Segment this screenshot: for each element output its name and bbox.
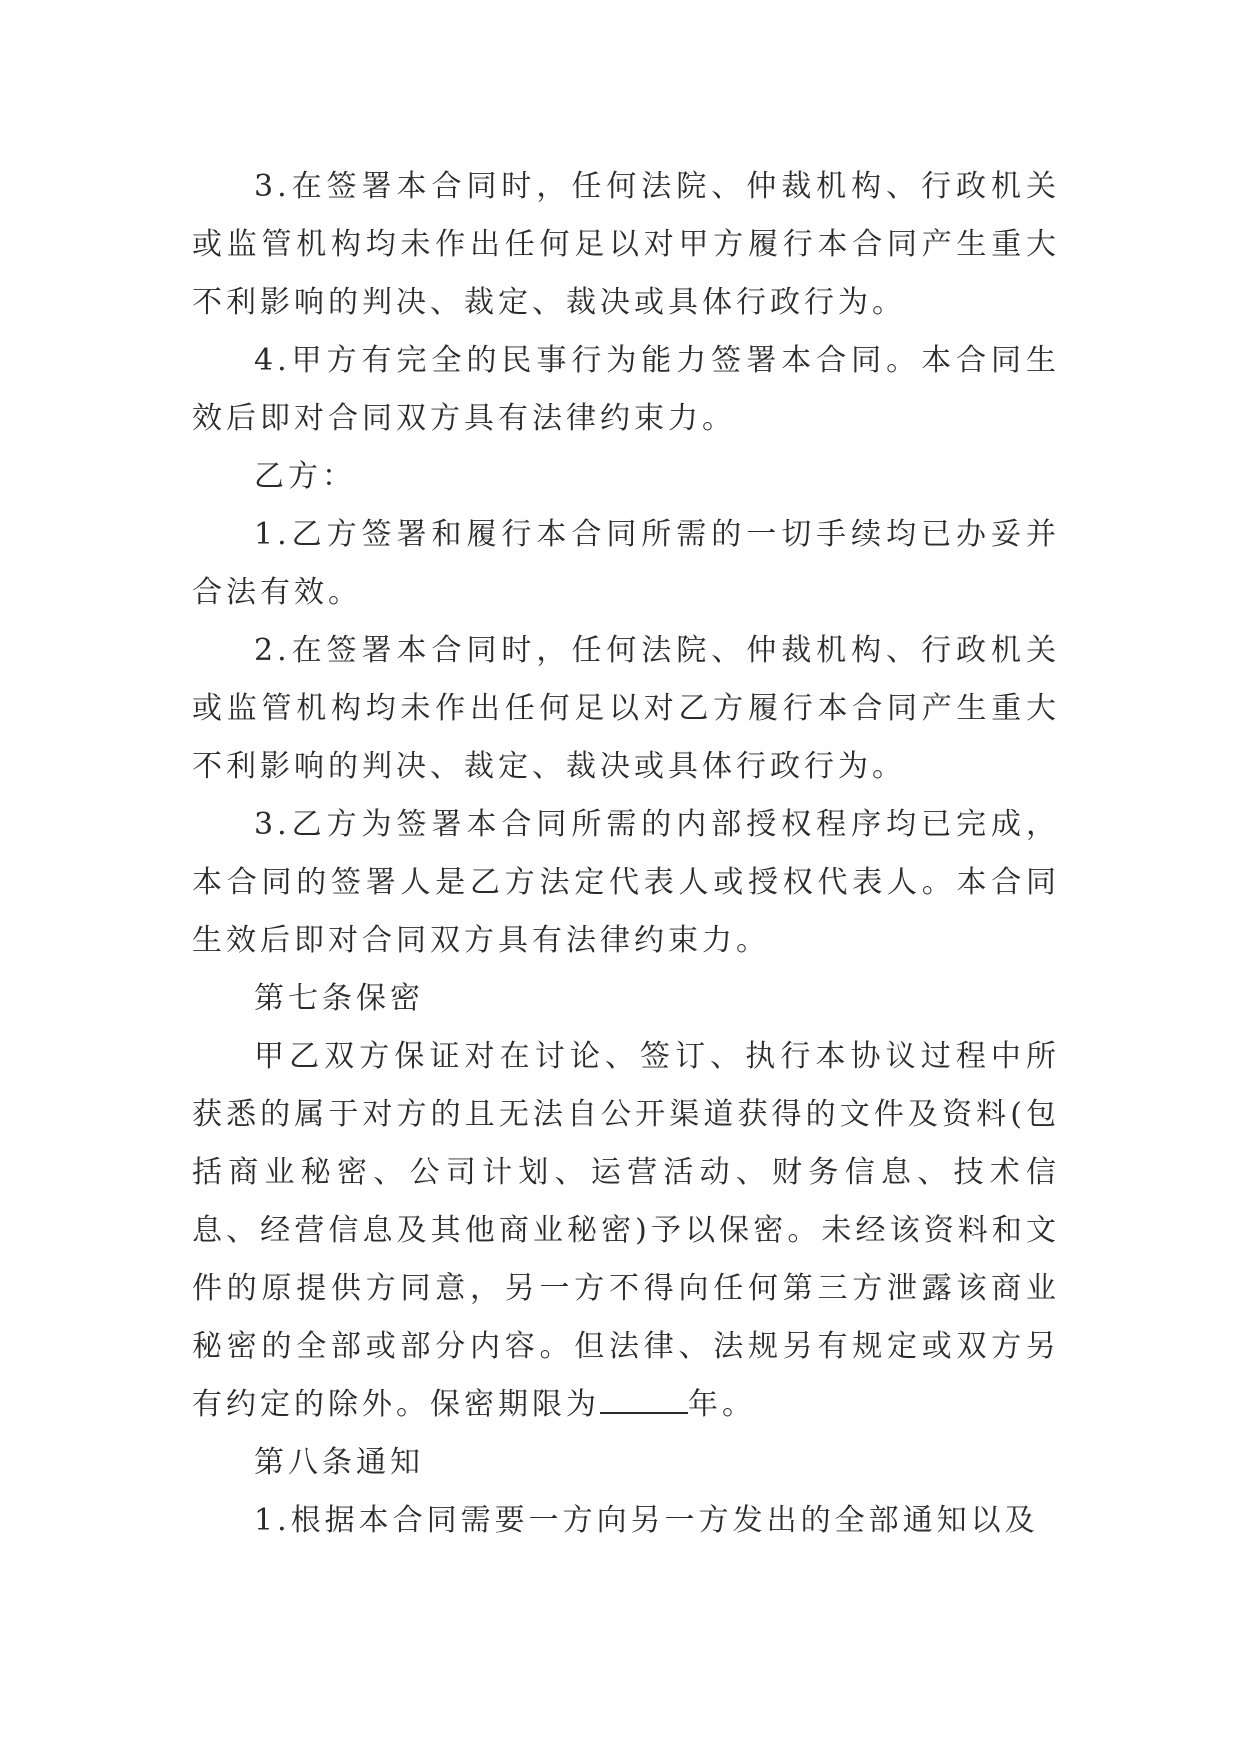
confidentiality-clause	[192, 1028, 1060, 1434]
article-7-heading: 第七条保密	[254, 981, 424, 1016]
article-8-heading: 第八条通知	[254, 1445, 424, 1480]
clause-party-a-4: 4.甲方有完全的民事行为能力签署本合同。本合同生效后即对合同双方具有法律约束力。	[192, 343, 1060, 436]
term-blank-line	[600, 1378, 688, 1414]
document-page	[192, 158, 1060, 1550]
clause-party-b-1: 1.乙方签署和履行本合同所需的一切手续均已办妥并合法有效。	[192, 517, 1060, 610]
confidentiality-text: 甲乙双方保证对在讨论、签订、执行本协议过程中所获悉的属于对方的且无法自公开渠道获得的文件及资料(包括商业秘密、公司计划、运营活动、财务信息、技术信息、经营信息及其他商业秘密)予以保密。未经该资料和文件的原提供方同意，另一方不得向任何第三方泄露该商业秘密的全部或部分内容。但法律、法规另有规定或双方另有约定的除外。保密期限为	[192, 1039, 1060, 1422]
notice-clause-1: 1.根据本合同需要一方向另一方发出的全部通知以及	[254, 1503, 1039, 1538]
clause-party-b-3: 3.乙方为签署本合同所需的内部授权程序均已完成，本合同的签署人是乙方法定代表人或授权代表人。本合同生效后即对合同双方具有法律约束力。	[192, 807, 1060, 958]
party-b-heading: 乙方：	[254, 459, 356, 494]
confidentiality-text-end: 年。	[688, 1387, 756, 1422]
clause-party-a-3: 3.在签署本合同时，任何法院、仲裁机构、行政机关或监管机构均未作出任何足以对甲方履行本合同产生重大不利影响的判决、裁定、裁决或具体行政行为。	[192, 169, 1060, 320]
clause-party-b-2: 2.在签署本合同时，任何法院、仲裁机构、行政机关或监管机构均未作出任何足以对乙方履行本合同产生重大不利影响的判决、裁定、裁决或具体行政行为。	[192, 633, 1060, 784]
